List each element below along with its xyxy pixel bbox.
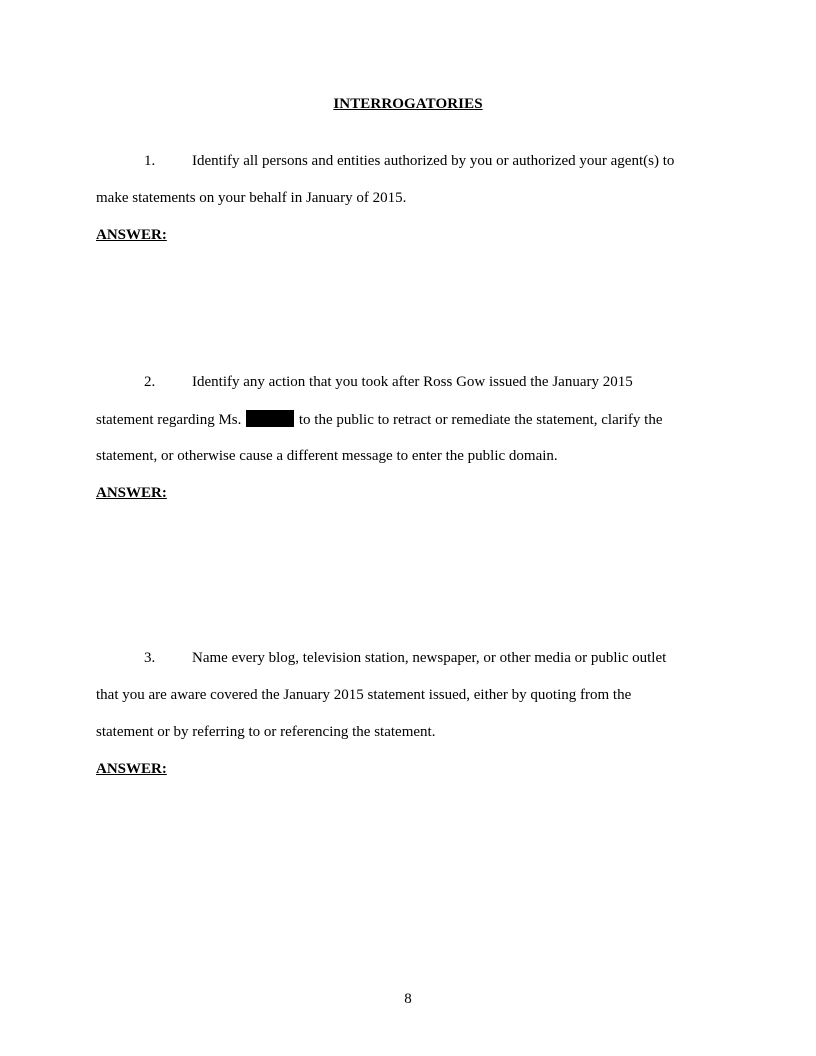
interrogatory-2-number: 2. [144,374,156,390]
interrogatory-3-number: 3. [144,650,156,666]
answer-label-3: ANSWER: [96,761,167,777]
answer-label-1: ANSWER: [96,227,167,243]
interrogatory-3 [96,649,716,778]
interrogatory-3-line-1 [96,649,716,686]
interrogatory-3-line-2 [96,686,716,723]
interrogatory-2-text-line-2a: statement regarding Ms. [96,412,242,428]
interrogatory-2-line-1 [96,373,716,410]
interrogatory-2-line-2 [96,410,716,447]
document-heading: INTERROGATORIES [333,96,483,112]
interrogatory-3-text-line-2: that you are aware covered the January 2015 statement issued, either by quoting from the [96,687,632,703]
answer-label-2: ANSWER: [96,485,167,501]
interrogatory-2-text-line-1: Identify any action that you took after Ross Gow issued the January 2015 [192,374,633,390]
interrogatory-2 [96,373,716,502]
interrogatory-2-text-line-3: statement, or otherwise cause a different message to enter the public domain. [96,448,558,464]
interrogatory-3-text-line-3: statement or by referring to or referencing the statement. [96,724,436,740]
page-number: 8 [404,991,412,1007]
interrogatory-3-text-line-1: Name every blog, television station, newspaper, or other media or public outlet [192,650,667,666]
interrogatory-2-line-3 [96,447,716,484]
interrogatory-2-text-line-2b: to the public to retract or remediate the statement, clarify the [298,412,663,428]
interrogatory-1-text-line-2: make statements on your behalf in January of 2015. [96,190,407,206]
interrogatory-1-number: 1. [144,153,156,169]
interrogatory-1-line-2 [96,189,716,226]
interrogatory-1-text-line-1: Identify all persons and entities authorized by you or authorized your agent(s) to [192,153,675,169]
interrogatory-1 [96,152,716,244]
interrogatory-1-line-1 [96,152,716,189]
redaction-box [246,410,294,427]
interrogatory-3-line-3 [96,723,716,760]
